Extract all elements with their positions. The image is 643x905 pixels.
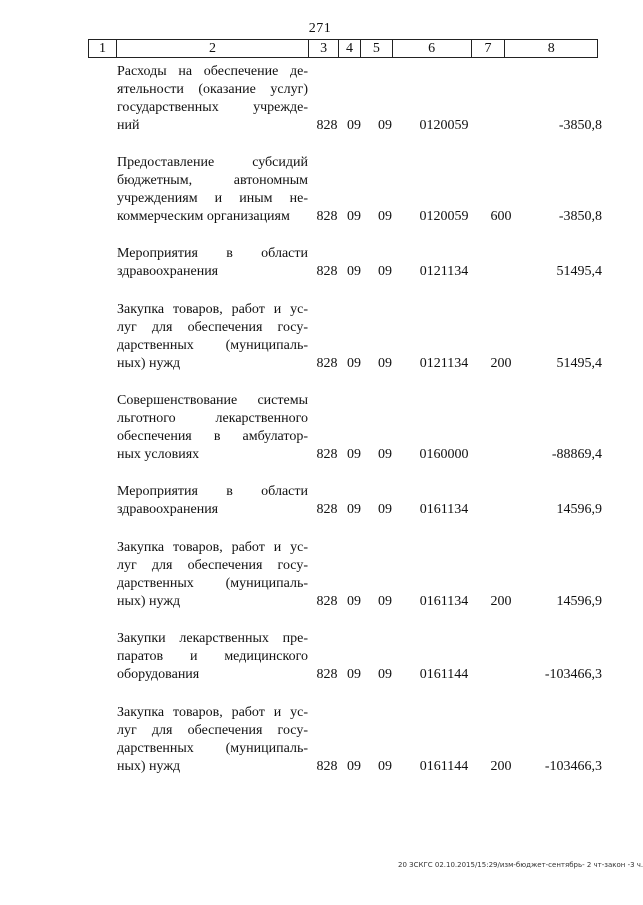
column-header-cell: 6	[393, 40, 472, 57]
row-description	[117, 63, 308, 135]
amount-value: 51495,4	[556, 264, 602, 279]
description-line: Совершенствование системы	[117, 393, 308, 408]
section-code: 09	[347, 594, 361, 609]
description-line: льготного лекарственного	[117, 411, 308, 426]
description-line: дарственных (муниципаль-	[117, 576, 308, 591]
column-header-cell: 7	[472, 40, 506, 57]
ministry-code: 828	[316, 594, 338, 609]
description-line: обеспечения в амбулатор-	[117, 429, 308, 444]
section-code: 09	[347, 667, 361, 682]
section-code: 09	[347, 264, 361, 279]
description-line: ных) нужд	[117, 594, 181, 609]
expense-type-code: 200	[490, 594, 512, 609]
target-article-code: 0120059	[419, 209, 469, 224]
description-line: ных) нужд	[117, 356, 181, 371]
subsection-code: 09	[378, 759, 392, 774]
row-description	[117, 245, 308, 281]
column-header-cell: 3	[309, 40, 339, 57]
description-line: Закупка товаров, работ и ус-	[117, 302, 308, 317]
target-article-code: 0121134	[419, 356, 469, 371]
subsection-code: 09	[378, 667, 392, 682]
target-article-code: 0161134	[419, 594, 469, 609]
description-line: оборудования	[117, 667, 200, 682]
description-line: дарственных (муниципаль-	[117, 741, 308, 756]
description-line: учреждениям и иным не-	[117, 191, 308, 206]
description-line: Мероприятия в области	[117, 246, 308, 261]
ministry-code: 828	[316, 264, 338, 279]
amount-value: 51495,4	[556, 356, 602, 371]
column-header-cell: 1	[89, 40, 117, 57]
subsection-code: 09	[378, 594, 392, 609]
amount-value: -3850,8	[558, 118, 602, 133]
description-line: луг для обеспечения госу-	[117, 558, 308, 573]
amount-value: 14596,9	[556, 594, 602, 609]
target-article-code: 0121134	[419, 264, 469, 279]
ministry-code: 828	[316, 209, 338, 224]
section-code: 09	[347, 759, 361, 774]
amount-value: -103466,3	[544, 667, 602, 682]
description-line: луг для обеспечения госу-	[117, 723, 308, 738]
column-header-cell: 4	[339, 40, 361, 57]
target-article-code: 0161134	[419, 502, 469, 517]
amount-value: -3850,8	[558, 209, 602, 224]
row-description	[117, 539, 308, 611]
row-description	[117, 392, 308, 464]
subsection-code: 09	[378, 264, 392, 279]
description-line: ных условиях	[117, 447, 200, 462]
subsection-code: 09	[378, 502, 392, 517]
description-line: коммерческим организациям	[117, 209, 290, 224]
column-header-cell: 5	[361, 40, 393, 57]
ministry-code: 828	[316, 502, 338, 517]
row-description	[117, 630, 308, 684]
amount-value: -88869,4	[551, 447, 602, 462]
row-description	[117, 483, 308, 519]
target-article-code: 0160000	[419, 447, 469, 462]
description-line: Закупка товаров, работ и ус-	[117, 705, 308, 720]
subsection-code: 09	[378, 118, 392, 133]
description-line: ных) нужд	[117, 759, 181, 774]
target-article-code: 0161144	[419, 667, 469, 682]
description-line: паратов и медицинского	[117, 649, 308, 664]
section-code: 09	[347, 118, 361, 133]
description-line: Закупка товаров, работ и ус-	[117, 540, 308, 555]
description-line: Закупки лекарственных пре-	[117, 631, 308, 646]
section-code: 09	[347, 447, 361, 462]
target-article-code: 0161144	[419, 759, 469, 774]
ministry-code: 828	[316, 447, 338, 462]
description-line: ний	[117, 118, 140, 133]
ministry-code: 828	[316, 759, 338, 774]
expense-type-code: 600	[490, 209, 512, 224]
description-line: луг для обеспечения госу-	[117, 320, 308, 335]
description-line: бюджетным, автономным	[117, 173, 308, 188]
amount-value: -103466,3	[544, 759, 602, 774]
description-line: здравоохранения	[117, 502, 219, 517]
description-line: здравоохранения	[117, 264, 219, 279]
subsection-code: 09	[378, 209, 392, 224]
ministry-code: 828	[316, 667, 338, 682]
description-line: Предоставление субсидий	[117, 155, 308, 170]
column-header-cell: 2	[117, 40, 309, 57]
row-description	[117, 301, 308, 373]
row-description	[117, 154, 308, 226]
section-code: 09	[347, 209, 361, 224]
table-column-header	[88, 39, 598, 58]
description-line: Расходы на обеспечение де-	[117, 64, 308, 79]
section-code: 09	[347, 502, 361, 517]
description-line: государственных учрежде-	[117, 100, 308, 115]
description-line: дарственных (муниципаль-	[117, 338, 308, 353]
section-code: 09	[347, 356, 361, 371]
expense-type-code: 200	[490, 759, 512, 774]
ministry-code: 828	[316, 118, 338, 133]
expense-type-code: 200	[490, 356, 512, 371]
description-line: Мероприятия в области	[117, 484, 308, 499]
description-line: ятельности (оказание услуг)	[117, 82, 308, 97]
ministry-code: 828	[316, 356, 338, 371]
document-footer: 20 ЗСКГС 02.10.2015/15:29/изм-бюджет-сентябрь- 2 чт-закон -3 ч.	[398, 861, 643, 869]
subsection-code: 09	[378, 356, 392, 371]
row-description	[117, 704, 308, 776]
target-article-code: 0120059	[419, 118, 469, 133]
column-header-cell: 8	[547, 40, 555, 56]
subsection-code: 09	[378, 447, 392, 462]
amount-value: 14596,9	[556, 502, 602, 517]
page-number: 271	[308, 21, 332, 36]
